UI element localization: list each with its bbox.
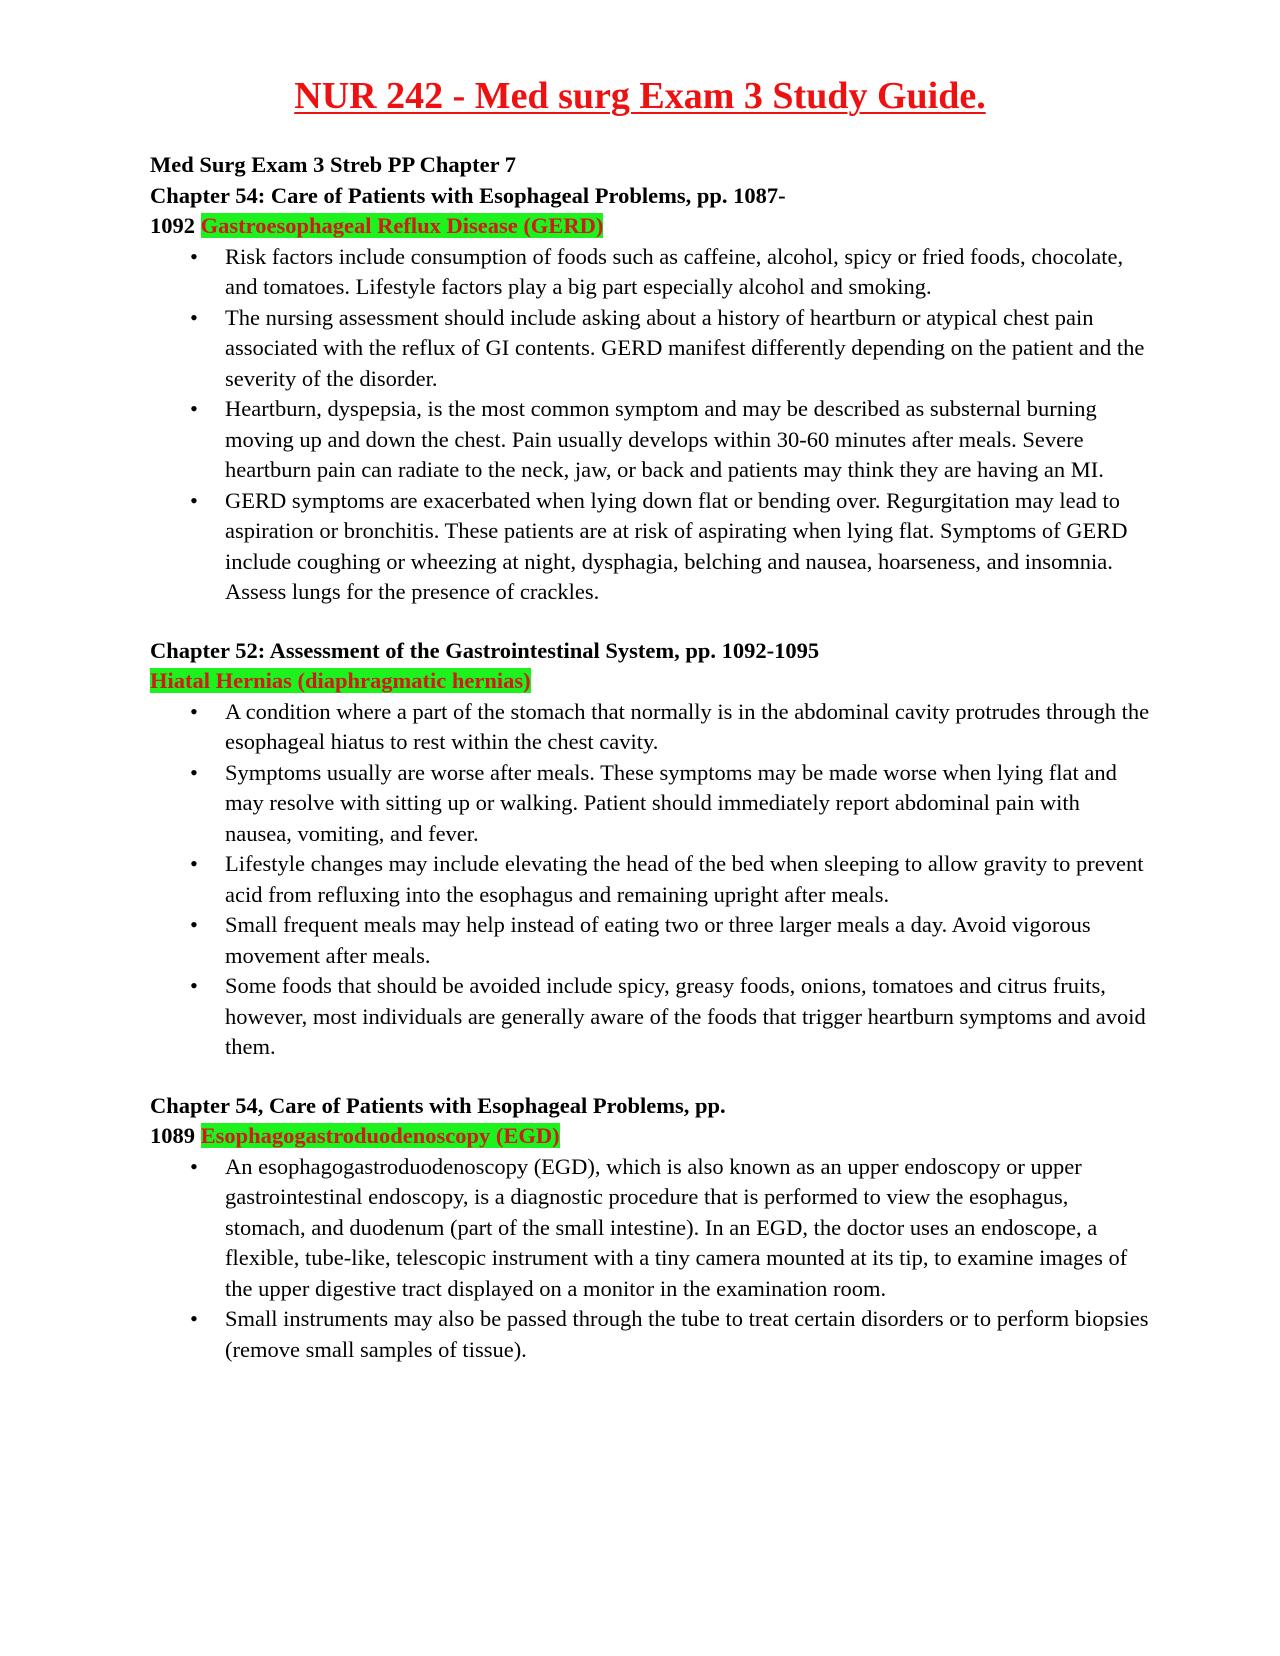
section-heading: [150, 181, 1150, 242]
bullet-icon: •: [190, 912, 198, 937]
list-item: [190, 1304, 1150, 1365]
bullet-icon: •: [190, 759, 198, 785]
list-item: [190, 486, 1150, 608]
bullet-icon: •: [190, 304, 198, 330]
section-egd: [150, 1091, 1150, 1366]
document-title: NUR 242 - Med surg Exam 3 Study Guide.: [294, 75, 986, 117]
bullet-icon: •: [190, 487, 198, 513]
intro-line: Med Surg Exam 3 Streb PP Chapter 7: [150, 152, 517, 177]
list-item-text: Small instruments may also be passed through the tube to treat certain disorders or to perform biopsies (remove small samples of tissue).: [225, 1306, 1149, 1362]
section-heading: [150, 636, 1150, 697]
section-heading-prefix: 1092: [150, 213, 201, 238]
list-item: [190, 1152, 1150, 1305]
bullet-list: [150, 1152, 1150, 1366]
list-item: [190, 303, 1150, 395]
section-heading-line1: Chapter 52: Assessment of the Gastrointestinal System, pp. 1092-1095: [150, 637, 820, 663]
list-item-text: Symptoms usually are worse after meals. These symptoms may be made worse when lying flat and may resolve with sitting up or walking. Patient should immediately report abdominal pain with nausea, vomiting, and fever.: [225, 759, 1117, 846]
section-spacer: [150, 1063, 1150, 1091]
document-body: [150, 150, 1150, 1365]
section-heading-line1: Chapter 54: Care of Patients with Esophageal Problems, pp. 1087-: [150, 182, 786, 208]
section-hiatal-hernias: [150, 636, 1150, 1063]
topic-highlight: Gastroesophageal Reflux Disease (GERD): [200, 213, 604, 238]
topic-highlight: Esophagogastroduodenoscopy (EGD): [200, 1123, 560, 1148]
bullet-icon: •: [190, 851, 198, 876]
list-item: [190, 910, 1150, 971]
bullet-icon: •: [190, 1306, 198, 1331]
list-item-text: Lifestyle changes may include elevating the head of the bed when sleeping to allow gravity to prevent acid from refluxing into the esophagus and remaining upright after meals.: [225, 851, 1144, 907]
bullet-icon: •: [190, 973, 198, 998]
list-item: [190, 697, 1150, 758]
list-item-text: GERD symptoms are exacerbated when lying down flat or bending over. Regurgitation may lead to aspiration or bronchitis. These patients are at risk of aspirating when lying flat. Symptoms of GERD include coughing or wheezing at night, dysphagia, belching and nausea, hoarseness, and insomnia. Assess lungs for the presence of crackles.: [225, 487, 1128, 604]
section-spacer: [150, 608, 1150, 636]
list-item-text: Some foods that should be avoided include spicy, greasy foods, onions, tomatoes and citrus fruits, however, most individuals are generally aware of the foods that trigger heartburn symptoms and avoid them.: [225, 973, 1146, 1059]
bullet-icon: •: [190, 698, 198, 724]
bullet-list: [150, 242, 1150, 608]
list-item: [190, 849, 1150, 910]
bullet-icon: •: [190, 1153, 198, 1179]
list-item: [190, 242, 1150, 303]
topic-highlight: Hiatal Hernias (diaphragmatic hernias): [150, 668, 531, 693]
list-item-text: Small frequent meals may help instead of eating two or three larger meals a day. Avoid vigorous movement after meals.: [225, 912, 1091, 968]
list-item-text: The nursing assessment should include asking about a history of heartburn or atypical chest pain associated with the reflux of GI contents. GERD manifest differently depending on the patient and the severity of the disorder.: [225, 304, 1145, 391]
section-gerd: [150, 181, 1150, 608]
section-heading: [150, 1091, 1150, 1152]
list-item-text: An esophagogastroduodenoscopy (EGD), which is also known as an upper endoscopy or upper gastrointestinal endoscopy, is a diagnostic procedure that is performed to view the esophagus, stomach, and duodenum (part of the small intestine). In an EGD, the doctor uses an endoscope, a flexible, tube-like, telescopic instrument with a tiny camera mounted at its tip, to examine images of the upper digestive tract displayed on a monitor in the examination room.: [225, 1153, 1128, 1301]
list-item-text: A condition where a part of the stomach that normally is in the abdominal cavity protrudes through the esophageal hiatus to rest within the chest cavity.: [225, 698, 1150, 754]
section-heading-prefix: 1089: [150, 1123, 201, 1148]
list-item-text: Risk factors include consumption of foods such as caffeine, alcohol, spicy or fried foods, chocolate, and tomatoes. Lifestyle factors play a big part especially alcohol and smoking.: [225, 243, 1124, 299]
bullet-icon: •: [190, 396, 198, 421]
bullet-icon: •: [190, 243, 198, 269]
list-item-text: Heartburn, dyspepsia, is the most common symptom and may be described as substernal burning moving up and down the chest. Pain usually develops within 30-60 minutes after meals. Severe heartburn pain can radiate to the neck, jaw, or back and patients may think they are having an MI.: [225, 396, 1104, 482]
bullet-list: [150, 697, 1150, 1063]
section-heading-line1: Chapter 54, Care of Patients with Esophageal Problems, pp.: [150, 1092, 726, 1118]
list-item: [190, 758, 1150, 850]
list-item: [190, 971, 1150, 1063]
list-item: [190, 394, 1150, 486]
